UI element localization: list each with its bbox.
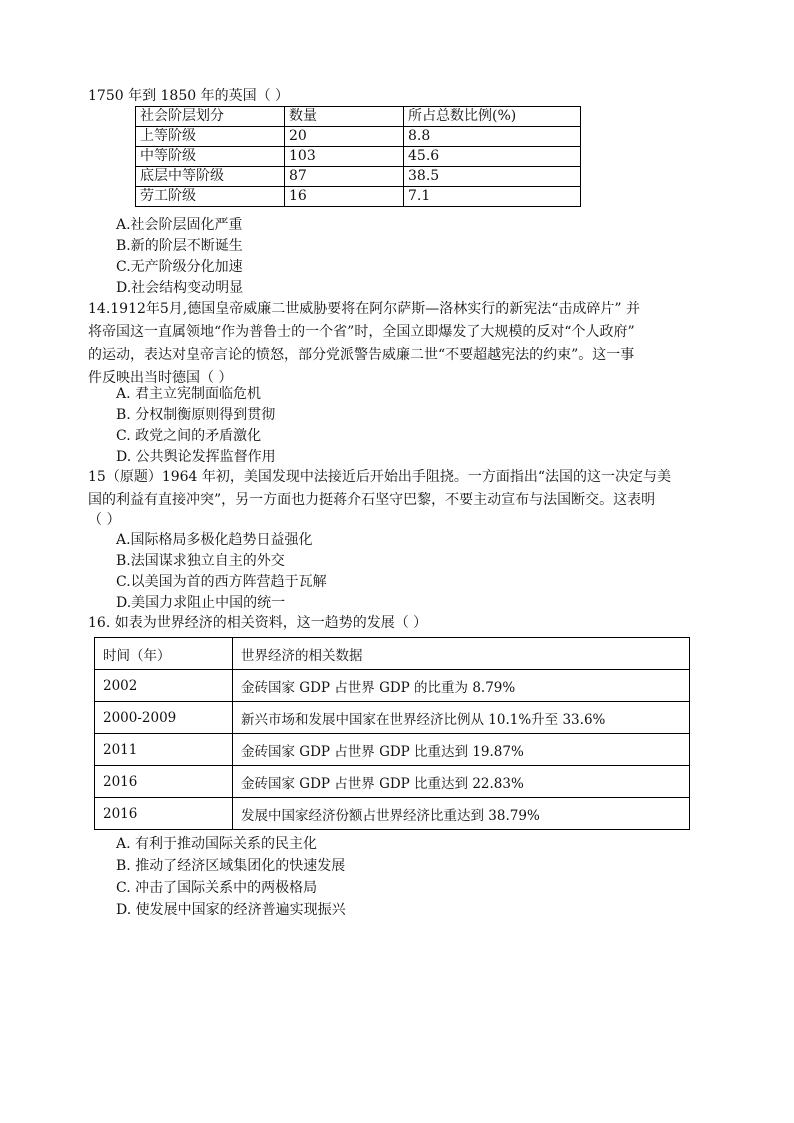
table-cell: 金砖国家 GDP 占世界 GDP 的比重为 8.79% [233,670,690,702]
q13-stem: 1750 年到 1850 年的英国（ ） [88,88,290,104]
table-row [95,734,690,766]
q14-line-4: 件反映出当时德国（ ） [88,370,233,386]
table-cell: 劳工阶级 [136,187,285,207]
table-header-row [136,107,581,127]
table-cell: 2016 [95,798,233,830]
table-row [136,187,581,207]
q14-option-a: A. 君主立宪制面临危机 [116,386,262,402]
q14-option-b: B. 分权制衡原则得到贯彻 [116,407,276,423]
q14-line-1: 14.1912年5月,德国皇帝威廉二世威胁要将在阿尔萨斯—洛林实行的新宪法“击成碎片” 并 [88,301,641,317]
q15-line-1: 15（原题）1964 年初，美国发现中法接近后开始出手阻挠。一方面指出“法国的这一决定与美 [88,469,672,485]
table-cell: 底层中等阶级 [136,167,285,187]
table-header-cell: 所占总数比例(%) [404,107,581,127]
q16-stem: 16. 如表为世界经济的相关资料，这一趋势的发展（ ） [88,615,428,631]
q14-line-3: 的运动，表达对皇帝言论的愤怒，部分党派警告威廉二世“不要超越宪法的约束”。这一事 [88,347,635,363]
table-header-cell: 数量 [285,107,404,127]
table-row [95,766,690,798]
q16-economy-table [94,637,690,830]
q15-line-3: （ ） [88,512,121,528]
table-cell: 20 [285,127,404,147]
q15-option-b: B.法国谋求独立自主的外交 [116,553,285,569]
table-cell: 新兴市场和发展中国家在世界经济比例从 10.1%升至 33.6% [233,702,690,734]
table-cell: 上等阶级 [136,127,285,147]
q15-option-a: A.国际格局多极化趋势日益强化 [116,532,313,548]
table-cell: 7.1 [404,187,581,207]
table-cell: 2011 [95,734,233,766]
table-header-cell: 世界经济的相关数据 [233,638,690,670]
table-cell: 2000-2009 [95,702,233,734]
table-row [95,702,690,734]
q14-line-2: 将帝国这一直属领地“作为普鲁士的一个省”时，全国立即爆发了大规模的反对“个人政府” [88,324,635,340]
table-cell: 2002 [95,670,233,702]
table-header-cell: 时间（年） [95,638,233,670]
table-cell: 8.8 [404,127,581,147]
q14-option-c: C. 政党之间的矛盾激化 [116,428,262,444]
table-row [95,670,690,702]
table-cell: 45.6 [404,147,581,167]
table-cell: 中等阶级 [136,147,285,167]
table-cell: 38.5 [404,167,581,187]
table-row [95,798,690,830]
q16-option-c: C. 冲击了国际关系中的两极格局 [116,880,318,896]
q13-class-table [135,106,581,207]
q15-option-d: D.美国力求阻止中国的统一 [116,595,286,611]
q16-option-d: D. 使发展中国家的经济普遍实现振兴 [116,902,346,918]
table-header-row [95,638,690,670]
q16-option-a: A. 有利于推动国际关系的民主化 [116,836,318,852]
q15-option-c: C.以美国为首的西方阵营趋于瓦解 [116,574,327,590]
q13-option-b: B.新的阶层不断诞生 [116,238,243,254]
q14-option-d: D. 公共舆论发挥监督作用 [116,449,276,465]
table-cell: 2016 [95,766,233,798]
table-cell: 金砖国家 GDP 占世界 GDP 比重达到 19.87% [233,734,690,766]
table-cell: 发展中国家经济份额占世界经济比重达到 38.79% [233,798,690,830]
q15-line-2: 国的利益有直接冲突”，另一方面也力挺蒋介石坚守巴黎，不要主动宣布与法国断交。这表明 [88,492,656,508]
table-row [136,127,581,147]
table-header-cell: 社会阶层划分 [136,107,285,127]
table-cell: 16 [285,187,404,207]
table-cell: 87 [285,167,404,187]
table-row [136,167,581,187]
q16-option-b: B. 推动了经济区域集团化的快速发展 [116,858,346,874]
q13-option-c: C.无产阶级分化加速 [116,259,243,275]
table-cell: 103 [285,147,404,167]
q13-option-a: A.社会阶层固化严重 [116,217,243,233]
q13-option-d: D.社会结构变动明显 [116,280,244,296]
table-row [136,147,581,167]
table-cell: 金砖国家 GDP 占世界 GDP 比重达到 22.83% [233,766,690,798]
